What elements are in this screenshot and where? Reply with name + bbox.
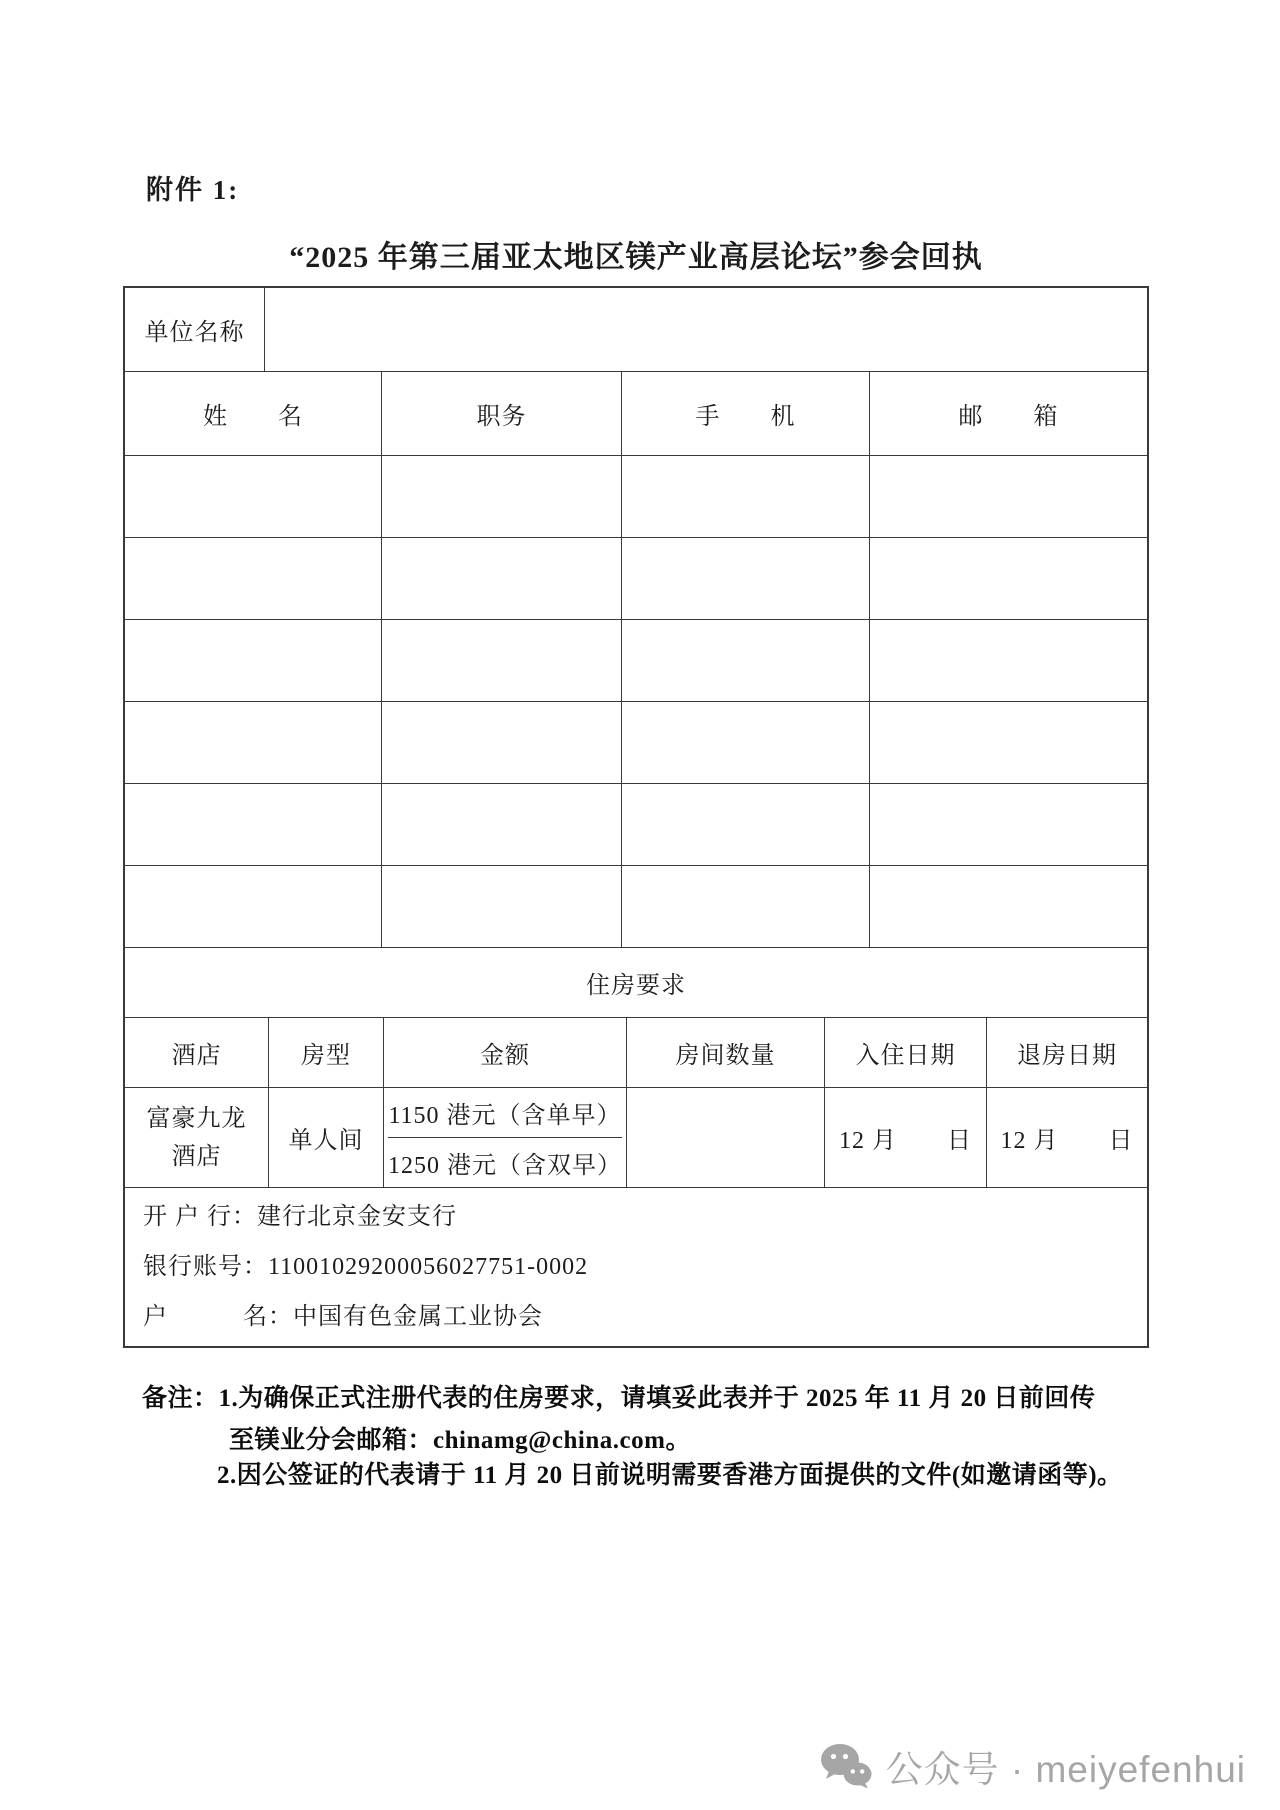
registration-table [123,286,1149,1348]
housing-section-row [125,948,1147,1018]
attendee-blank-row [125,620,1147,702]
note-line-3: 2.因公签证的代表请于 11 月 20 日前说明需要香港方面提供的文件(如邀请函等)。 [217,1462,1123,1489]
attendee-blank-row [125,784,1147,866]
note-line-1: 备注：1.为确保正式注册代表的住房要求，请填妥此表并于 2025 年 11 月 20 日前回传 [142,1385,1096,1412]
room-count-blank-cell [627,1088,825,1187]
header-room-type: 房型 [269,1018,384,1087]
attendee-blank-row [125,866,1147,948]
wechat-icon [820,1743,872,1789]
watermark-label: 公众号 · meiyefenhui [885,1749,1246,1790]
unit-name-blank-cell [265,288,1147,371]
attendee-blank-row [125,702,1147,784]
bank-info-row [125,1188,1147,1346]
note-line-2: 至镁业分会邮箱：chinamg@china.com。 [229,1427,691,1454]
bank-branch-line: 开 户 行：建行北京金安支行 [143,1204,457,1230]
wechat-watermark [820,1738,1246,1794]
housing-section-title: 住房要求 [586,973,686,999]
header-name: 姓 名 [125,372,382,455]
header-checkout: 退房日期 [1017,1043,1117,1069]
bank-account-line: 银行账号：11001029200056027751-0002 [143,1254,589,1280]
header-amount: 金额 [384,1018,627,1087]
unit-name-row [125,288,1147,372]
price-option-1: 1150 港元（含单早） [388,1088,621,1138]
price-option-2: 1250 港元（含双早） [388,1153,622,1179]
room-type-cell: 单人间 [269,1088,384,1187]
attendee-blank-row [125,538,1147,620]
header-room-count: 房间数量 [627,1018,825,1087]
attendee-blank-row [125,456,1147,538]
unit-name-label: 单位名称 [125,288,265,371]
hotel-header-row [125,1018,1147,1088]
bank-info-cell [125,1188,1147,1346]
header-checkin: 入住日期 [825,1018,987,1087]
header-email: 邮 箱 [958,404,1059,430]
header-mobile: 手 机 [622,372,870,455]
attendee-header-row [125,372,1147,456]
checkout-date-cell: 12 月 日 [1000,1128,1134,1154]
price-options-cell [384,1088,627,1187]
hotel-name-line2: 酒店 [171,1143,222,1170]
attachment-label: 附件 1: [146,175,240,205]
hotel-name-cell [125,1088,269,1187]
header-hotel: 酒店 [125,1018,269,1087]
page-title: “2025 年第三届亚太地区镁产业高层论坛”参会回执 [289,241,983,274]
checkin-date-cell: 12 月 日 [825,1088,987,1187]
hotel-name-line1: 富豪九龙 [146,1105,247,1132]
header-position: 职务 [382,372,622,455]
bank-holder-line: 户 名：中国有色金属工业协会 [143,1304,543,1330]
hotel-data-row [125,1088,1147,1188]
